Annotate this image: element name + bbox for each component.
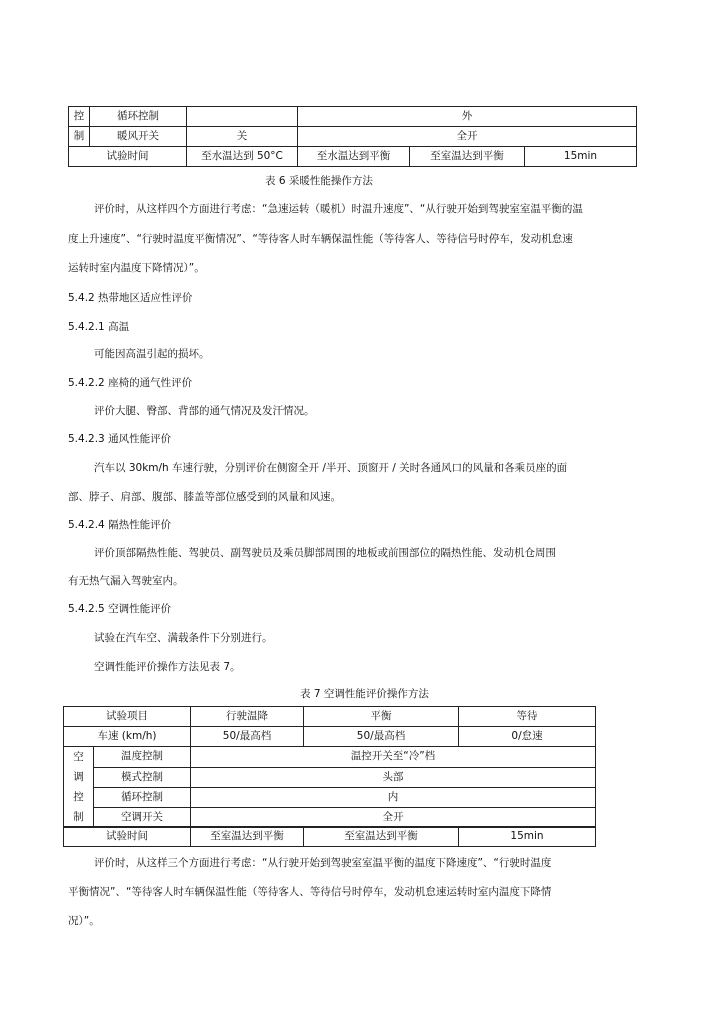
paragraph-line: 运转时室内温度下降情况）”。	[68, 262, 205, 274]
table6-row-label: 循环控制	[90, 107, 187, 127]
table6-cell: 外	[298, 107, 637, 127]
paragraph-line: 汽车以 30km/h 车速行驶，分别评价在侧窗全开 /半开、顶窗开 / 关时各通风口的风量和各乘员座的面	[94, 462, 568, 474]
table6-time-cell: 15min	[525, 147, 637, 167]
paragraph-line: 空调性能评价操作方法见表 7。	[94, 661, 241, 673]
table7-speed-cell: 50/最高档	[191, 727, 304, 747]
paragraph-line: 度上升速度”、“行驶时温度平衡情况”、“等待客人时车辆保温性能（等待客人、等待信号时停车，发动机怠速	[68, 233, 573, 245]
table7-control-label: 空调开关	[94, 807, 191, 828]
table7-control-char: 调	[64, 767, 94, 787]
paragraph-line: 评价顶部隔热性能、驾驶员、副驾驶员及乘员脚部周围的地板或前围部位的隔热性能、发动机仓周围	[94, 547, 556, 559]
table7-speed-cell: 0/怠速	[459, 727, 596, 747]
section-heading: 5.4.2.1 高温	[68, 321, 130, 333]
table7-speed-row	[63, 726, 596, 747]
table6-cell	[187, 107, 298, 127]
paragraph-line: 试验在汽车空、满载条件下分别进行。	[94, 632, 273, 644]
table7-header-row	[64, 707, 596, 727]
table6-fragment	[68, 106, 637, 147]
table6-time-cell: 至水温达到平衡	[298, 147, 410, 167]
table6-control-label-2: 制	[69, 127, 90, 147]
table7-control-label: 温度控制	[94, 747, 191, 768]
section-heading: 5.4.2.2 座椅的通气性评价	[68, 377, 193, 389]
section-heading: 5.4.2.5 空调性能评价	[68, 603, 172, 615]
paragraph-line: 部、脖子、肩部、腹部、膝盖等部位感受到的风量和风速。	[68, 491, 341, 503]
table7-time-cell: 至室温达到平衡	[191, 827, 304, 847]
table7-speed-label: 车速 (km/h)	[64, 727, 191, 747]
table7-time-label: 试验时间	[64, 827, 191, 847]
table7-control-value: 温控开关至“冷”档	[191, 747, 596, 768]
section-heading: 5.4.2.4 隔热性能评价	[68, 519, 172, 531]
table7	[63, 706, 596, 727]
table7-header-cell: 试验项目	[64, 707, 191, 727]
table7-header-cell: 等待	[459, 707, 596, 727]
table7-control-value: 内	[191, 787, 596, 807]
table7-speed-cell: 50/最高档	[304, 727, 459, 747]
table7-time-row	[63, 826, 596, 847]
table7-time-cell: 至室温达到平衡	[304, 827, 459, 847]
table7-caption: 表 7 空调性能评价操作方法	[300, 688, 429, 700]
paragraph-line: 评价大腿、臀部、背部的通气情况及发汗情况。	[94, 405, 315, 417]
table7-control-label: 模式控制	[94, 767, 191, 787]
section-heading: 5.4.2 热带地区适应性评价	[68, 292, 193, 304]
paragraph-line: 平衡情况”、“等待客人时车辆保温性能（等待客人、等待信号时停车，发动机怠速运转时室内温度下降情	[68, 886, 552, 898]
paragraph-line: 况）”。	[68, 915, 100, 927]
table7-control-block	[63, 746, 596, 828]
table6-time-cell: 至室温达到平衡	[410, 147, 525, 167]
table7-time-cell: 15min	[459, 827, 596, 847]
table7-control-char: 制	[64, 807, 94, 828]
table6-time-label: 试验时间	[69, 147, 187, 167]
table7-control-value: 头部	[191, 767, 596, 787]
table6-cell: 全开	[298, 127, 637, 147]
table6-row-label: 暖风开关	[90, 127, 187, 147]
table7-control-value: 全开	[191, 807, 596, 828]
table7-header-cell: 行驶温降	[191, 707, 304, 727]
table6-cell: 关	[187, 127, 298, 147]
table7-control-char: 空	[64, 747, 94, 768]
table6-time-row	[68, 146, 637, 167]
section-heading: 5.4.2.3 通风性能评价	[68, 433, 172, 445]
paragraph-line: 有无热气漏入驾驶室内。	[68, 575, 184, 587]
paragraph-line: 可能因高温引起的损坏。	[94, 348, 210, 360]
table6-caption: 表 6 采暖性能操作方法	[265, 175, 373, 187]
table6-time-cell: 至水温达到 50°C	[187, 147, 298, 167]
table7-control-label: 循环控制	[94, 787, 191, 807]
table6-control-label-1: 控	[69, 107, 90, 127]
paragraph-line: 评价时，从这样三个方面进行考虑：“从行驶开始到驾驶室室温平衡的温度下降速度”、“行驶时温度	[94, 857, 552, 869]
table7-control-char: 控	[64, 787, 94, 807]
table7-header-cell: 平衡	[304, 707, 459, 727]
paragraph-line: 评价时，从这样四个方面进行考虑：“急速运转（暖机）时温升速度”、“从行驶开始到驾驶室室温平衡的温	[94, 203, 583, 215]
